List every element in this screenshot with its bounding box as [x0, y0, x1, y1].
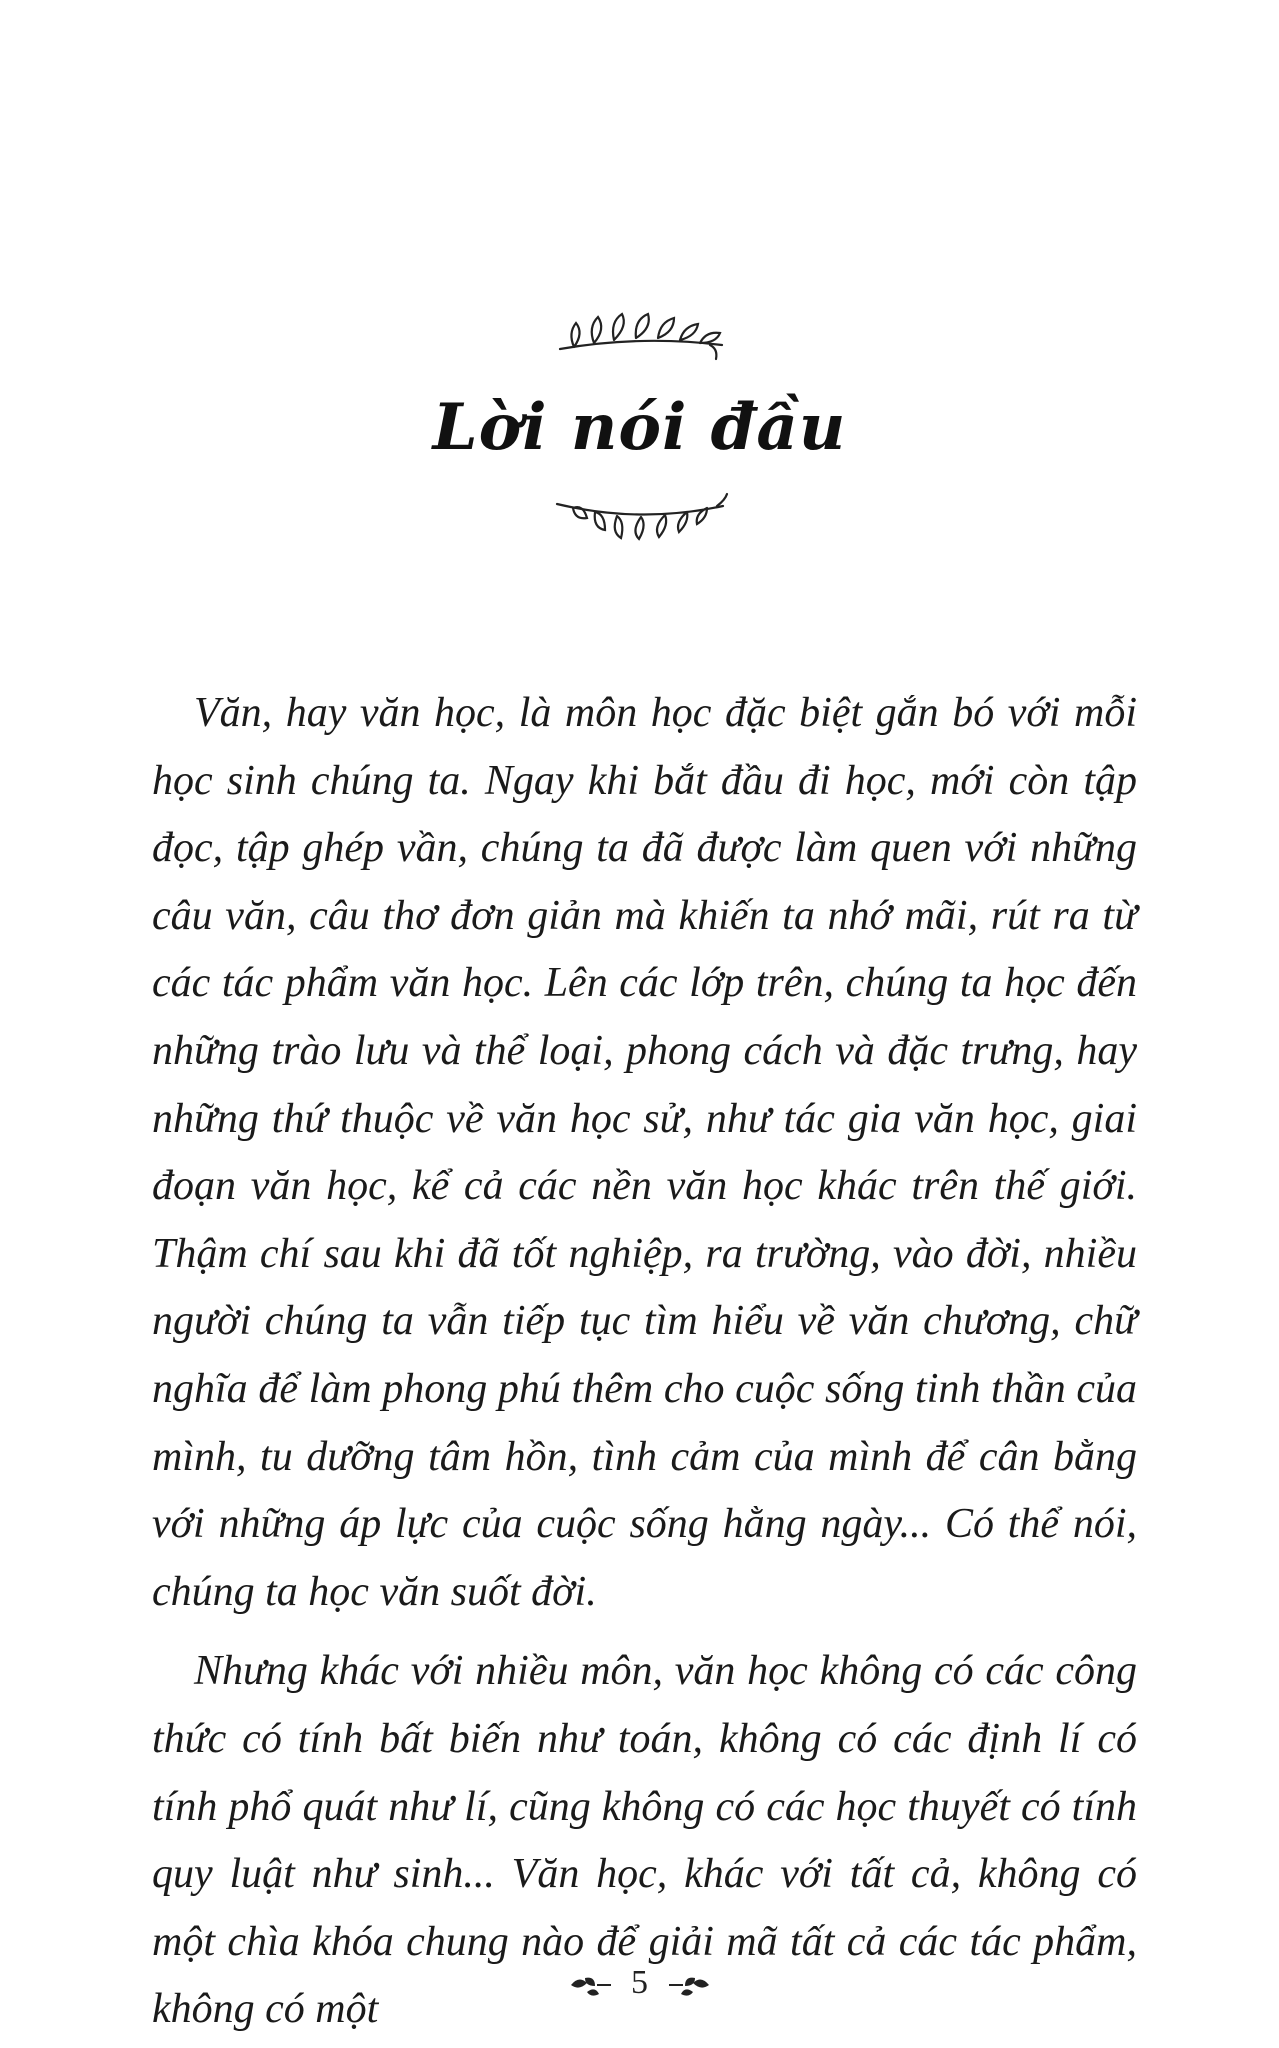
leaf-flourish-left-icon — [567, 1964, 615, 2002]
paragraph-1: Văn, hay văn học, là môn học đặc biệt gắn bó với mỗi học sinh chúng ta. Ngay khi bắt đầu đi học, mới còn tập đọc, tập ghép vần, chúng ta đã được làm quen với những câu văn, câu thơ đơn giản mà khiến ta nhớ mãi, rút ra từ các tác phẩm văn học. Lên các lớp trên, chúng ta học đến những trào lưu và thể loại, phong cách và đặc trưng, hay những thứ thuộc về văn học sử, như tác gia văn học, giai đoạn văn học, kể cả các nền văn học khác trên thế giới. Thậm chí sau khi đã tốt nghiệp, ra trường, vào đời, nhiều người chúng ta vẫn tiếp tục tìm hiểu về văn chương, chữ nghĩa để làm phong phú thêm cho cuộc sống tinh thần của mình, tu dưỡng tâm hồn, tình cảm của mình để cân bằng với những áp lực của cuộc sống hằng ngày... Có thể nói, chúng ta học văn suốt đời. — [152, 690, 1137, 1615]
laurel-branch-bottom-icon — [0, 490, 1279, 554]
laurel-branch-top-icon — [0, 305, 1279, 369]
page-footer — [0, 1962, 1279, 2002]
body-text — [152, 680, 1137, 2044]
leaf-flourish-right-icon — [665, 1964, 713, 2002]
paragraph-2: Nhưng khác với nhiều môn, văn học không có các công thức có tính bất biến như toán, không có các định lí có tính phổ quát như lí, cũng không có các học thuyết có tính quy luật như sinh... Văn học, khác với tất cả, không có một chìa khóa chung nào để giải mã tất cả các tác phẩm, không có một — [152, 1648, 1137, 2033]
page-title: Lời nói đầu — [432, 390, 847, 465]
page-number: 5 — [631, 1964, 648, 2002]
